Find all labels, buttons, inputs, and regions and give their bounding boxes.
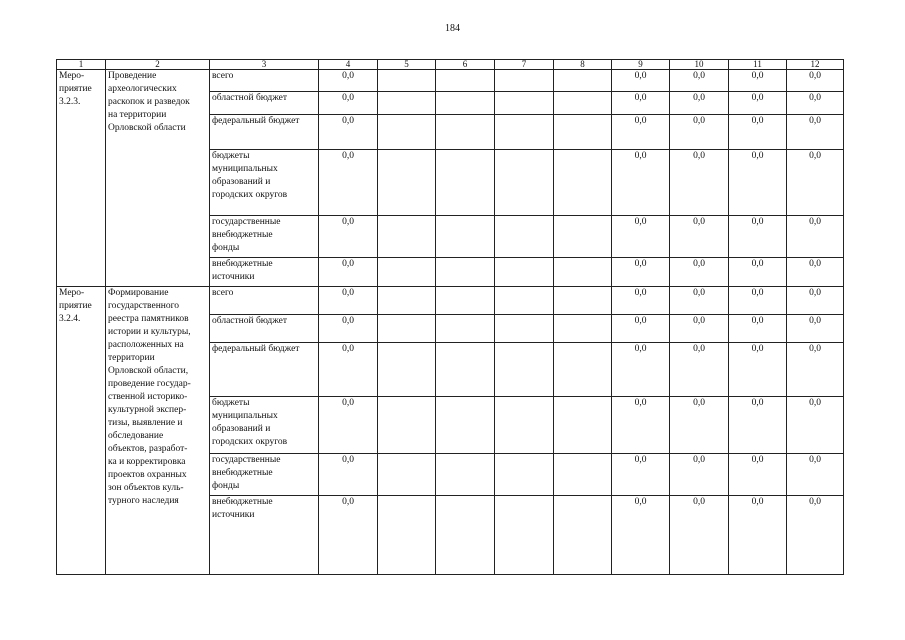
value-cell: 0,0 [670,496,729,575]
value-cell: 0,0 [612,258,670,287]
header-cell: 9 [612,60,670,70]
page-number: 184 [445,23,460,34]
value-cell: 0,0 [612,454,670,496]
value-cell: 0,0 [612,315,670,343]
value-cell: 0,0 [670,92,729,115]
value-cell: 0,0 [612,397,670,454]
value-cell: 0,0 [787,92,844,115]
value-cell: 0,0 [319,150,378,216]
value-cell: 0,0 [729,115,787,150]
activity-code: Меро- приятие 3.2.4. [57,287,106,575]
value-cell: 0,0 [319,397,378,454]
value-cell: 0,0 [612,287,670,315]
value-cell: 0,0 [787,343,844,397]
table-row [57,287,844,315]
activity-code: Меро- приятие 3.2.3. [57,70,106,287]
value-cell: 0,0 [319,70,378,92]
funding-source: областной бюджет [210,315,319,343]
value-cell: 0,0 [612,150,670,216]
funding-source: государственные внебюджетные фонды [210,454,319,496]
value-cell: 0,0 [787,454,844,496]
value-cell: 0,0 [729,397,787,454]
value-cell: 0,0 [612,115,670,150]
header-cell: 1 [57,60,106,70]
table-row [57,70,844,92]
value-cell: 0,0 [670,287,729,315]
funding-source: бюджеты муниципальных образований и городских округов [210,150,319,216]
value-cell: 0,0 [787,397,844,454]
value-cell: 0,0 [729,70,787,92]
value-cell: 0,0 [670,315,729,343]
header-cell: 12 [787,60,844,70]
funding-source: всего [210,287,319,315]
value-cell: 0,0 [670,343,729,397]
value-cell: 0,0 [787,496,844,575]
funding-source: федеральный бюджет [210,115,319,150]
value-cell: 0,0 [319,343,378,397]
value-cell: 0,0 [729,496,787,575]
value-cell: 0,0 [729,216,787,258]
value-cell: 0,0 [319,454,378,496]
value-cell: 0,0 [729,315,787,343]
value-cell: 0,0 [319,115,378,150]
value-cell: 0,0 [319,258,378,287]
value-cell: 0,0 [729,258,787,287]
value-cell: 0,0 [670,115,729,150]
value-cell: 0,0 [670,397,729,454]
value-cell: 0,0 [670,150,729,216]
value-cell: 0,0 [319,92,378,115]
value-cell: 0,0 [787,315,844,343]
header-cell: 11 [729,60,787,70]
value-cell: 0,0 [670,258,729,287]
value-cell: 0,0 [319,287,378,315]
funding-source: всего [210,70,319,92]
header-row [57,60,844,70]
funding-source: федеральный бюджет [210,343,319,397]
activity-name: Проведение археологических раскопок и разведок на территории Орловской области [106,70,210,287]
value-cell: 0,0 [670,70,729,92]
funding-source: внебюджетные источники [210,496,319,575]
header-cell: 3 [210,60,319,70]
value-cell: 0,0 [729,150,787,216]
value-cell: 0,0 [787,115,844,150]
activity-name: Формирование государственного реестра памятников истории и культуры, расположенных на территории Орловской области, проведение государ- ственной историко- культурной экспер- тизы, выявление и обследование объектов, разработ- ка и корректировка проектов охранных зон объектов куль- турного наследия [106,287,210,575]
value-cell: 0,0 [612,216,670,258]
value-cell: 0,0 [612,70,670,92]
value-cell: 0,0 [612,343,670,397]
value-cell: 0,0 [319,216,378,258]
value-cell: 0,0 [612,92,670,115]
funding-source: государственные внебюджетные фонды [210,216,319,258]
value-cell: 0,0 [729,343,787,397]
value-cell: 0,0 [670,454,729,496]
value-cell: 0,0 [729,287,787,315]
value-cell: 0,0 [787,70,844,92]
value-cell: 0,0 [612,496,670,575]
value-cell: 0,0 [787,216,844,258]
funding-source: внебюджетные источники [210,258,319,287]
value-cell: 0,0 [729,454,787,496]
header-cell: 5 [378,60,436,70]
value-cell: 0,0 [787,150,844,216]
header-cell: 6 [436,60,495,70]
value-cell: 0,0 [787,287,844,315]
value-cell: 0,0 [319,496,378,575]
value-cell: 0,0 [319,315,378,343]
value-cell: 0,0 [670,216,729,258]
header-cell: 4 [319,60,378,70]
budget-table [56,59,844,575]
value-cell: 0,0 [787,258,844,287]
header-cell: 10 [670,60,729,70]
header-cell: 8 [554,60,612,70]
funding-source: областной бюджет [210,92,319,115]
funding-source: бюджеты муниципальных образований и городских округов [210,397,319,454]
header-cell: 2 [106,60,210,70]
header-cell: 7 [495,60,554,70]
value-cell: 0,0 [729,92,787,115]
